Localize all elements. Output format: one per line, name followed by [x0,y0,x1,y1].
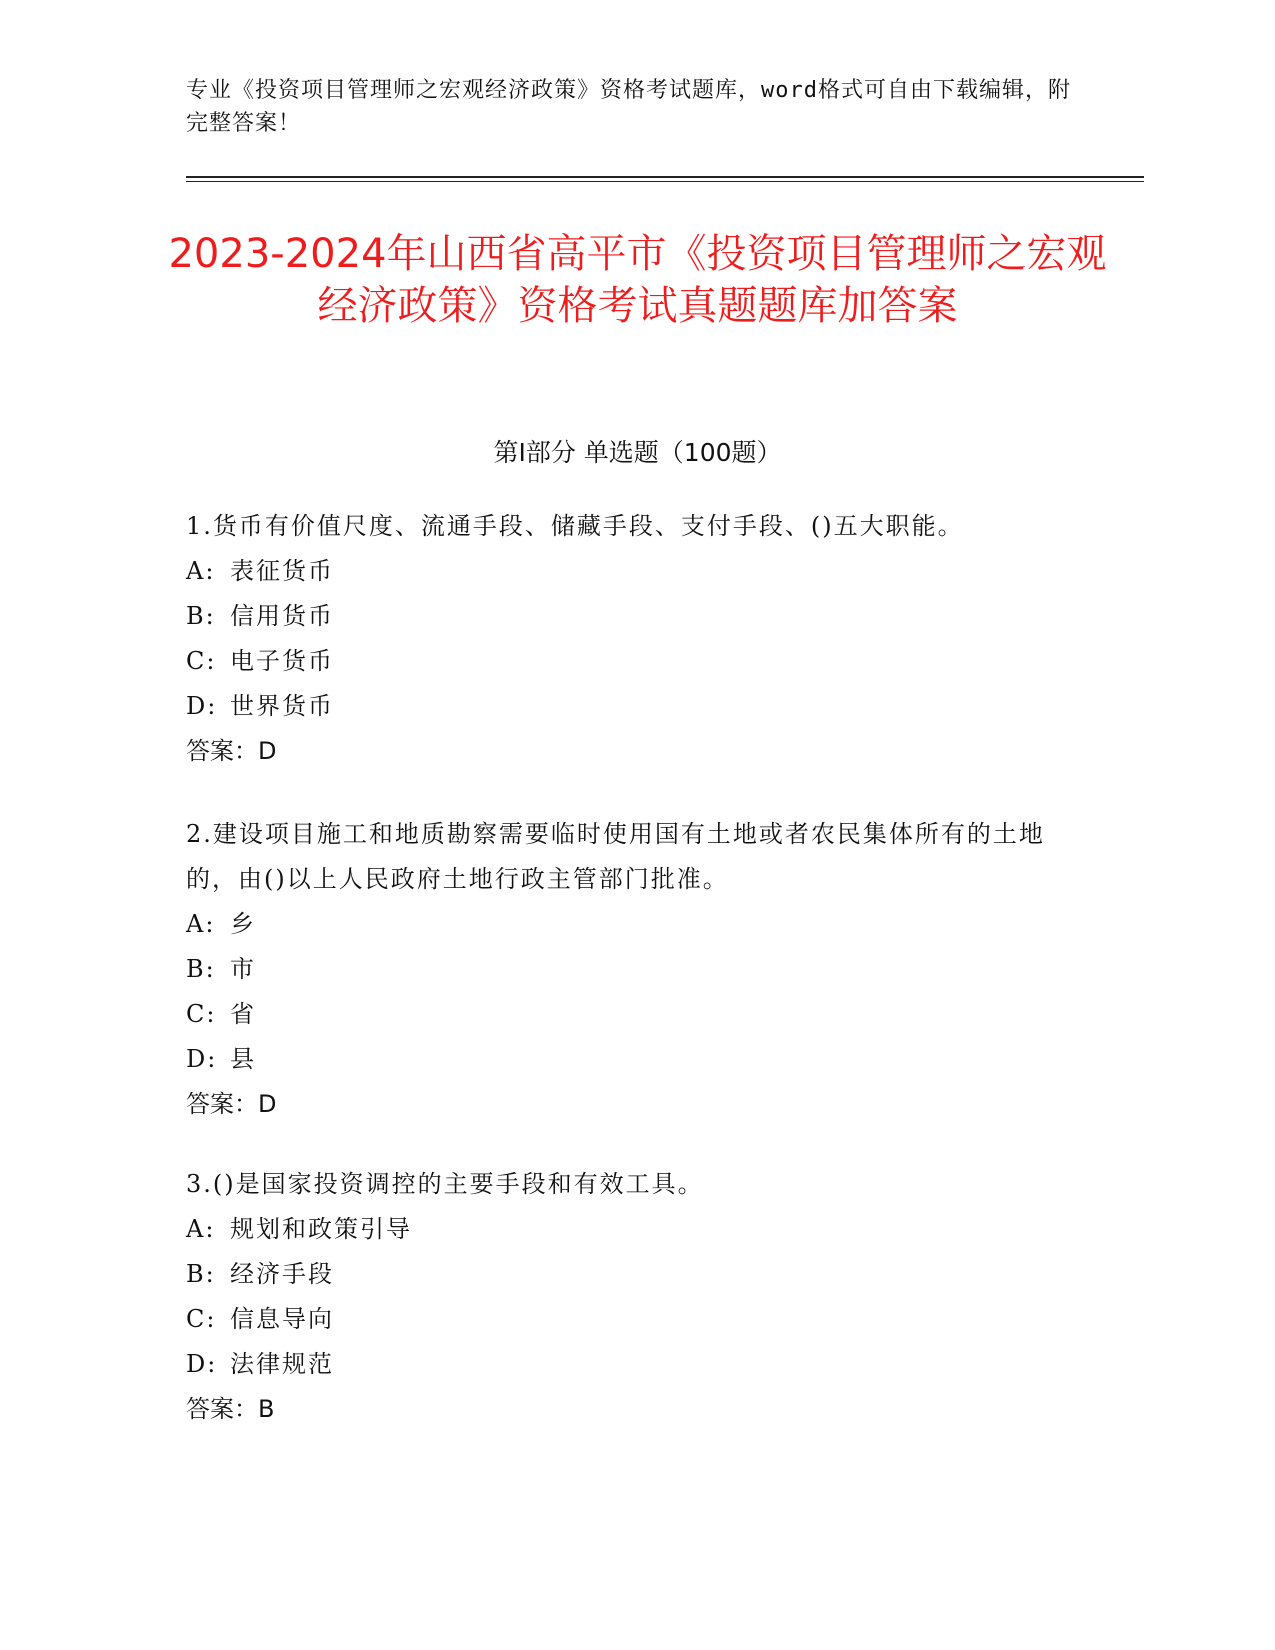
option-letter: B: [186,1260,216,1288]
option-letter: A: [186,557,216,585]
option-letter: C: [186,1305,217,1333]
option-a [186,1207,1066,1252]
option-text: 经济手段 [230,1260,334,1288]
question-2 [186,812,1066,1127]
option-text: 乡 [230,910,256,938]
section-title: 第I部分 单选题（100题） [493,438,782,467]
option-text: 表征货币 [230,557,334,585]
question-stem: 2.建设项目施工和地质勘察需要临时使用国有土地或者农民集体所有的土地的，由()以上人民政府土地行政主管部门批准。 [186,820,1045,893]
option-d [186,1037,1066,1082]
question-1 [186,504,1066,774]
option-text: 规划和政策引导 [230,1215,412,1243]
option-letter: B: [186,602,216,630]
option-text: 信息导向 [230,1305,334,1333]
option-b [186,947,1066,992]
option-a [186,902,1066,947]
option-letter: C: [186,1000,217,1028]
question-stem: 1.货币有价值尺度、流通手段、储藏手段、支付手段、()五大职能。 [186,512,964,540]
option-text: 信用货币 [230,602,334,630]
option-c [186,639,1066,684]
option-letter: D: [186,1045,218,1073]
option-letter: D: [186,1350,218,1378]
option-text: 省 [230,1000,256,1028]
header-rule-thin [186,181,1144,182]
option-letter: C: [186,647,217,675]
option-letter: A: [186,1215,216,1243]
answer-line: 答案：D [186,737,277,765]
option-d [186,1342,1066,1387]
option-text: 世界货币 [230,692,334,720]
option-text: 市 [230,955,256,983]
question-stem: 3.()是国家投资调控的主要手段和有效工具。 [186,1170,704,1198]
header-rule-thick [186,176,1144,178]
option-text: 县 [230,1045,256,1073]
option-letter: B: [186,955,216,983]
option-c [186,1297,1066,1342]
header-note: 专业《投资项目管理师之宏观经济政策》资格考试题库，word格式可自由下载编辑，附完整答案！ [186,78,1071,136]
option-letter: D: [186,692,218,720]
answer-line: 答案：B [186,1395,275,1423]
option-a [186,549,1066,594]
option-c [186,992,1066,1037]
option-d [186,684,1066,729]
document-title: 2023-2024年山西省高平市《投资项目管理师之宏观经济政策》资格考试真题题库加答案 [168,231,1107,329]
question-3 [186,1162,1066,1432]
option-text: 电子货币 [230,647,334,675]
option-b [186,1252,1066,1297]
option-letter: A: [186,910,216,938]
answer-line: 答案：D [186,1090,277,1118]
option-text: 法律规范 [230,1350,334,1378]
option-b [186,594,1066,639]
